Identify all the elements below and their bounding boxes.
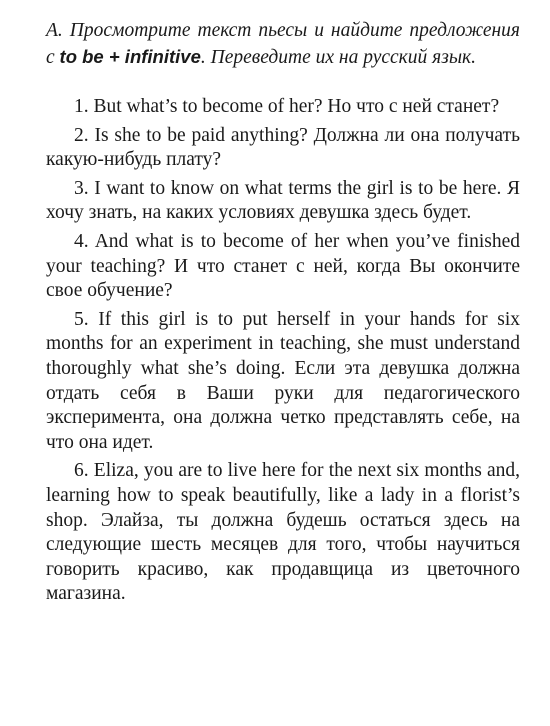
sentence-item-5: 5. If this girl is to put herself in your hands for six months for an experiment in teaching, she must understand thoroughly what she’s doing. Если эта девушка должна отдать себя в Ваши руки для педагогического эксперимента, она должна четко представлять себе, на что она идет. bbox=[46, 308, 520, 453]
task-text-prefix: A. Просмотрите текст пьесы и найдите предложения с bbox=[46, 20, 520, 68]
sentence-item-1: 1. But what’s to become of her? Но что с ней станет? bbox=[74, 96, 500, 117]
sentence-item-2: 2. Is she to be paid anything? Должна ли она получать какую-нибудь плату? bbox=[46, 124, 520, 171]
task-instruction bbox=[46, 18, 520, 71]
task-text-suffix: . Переведите их на русский язык. bbox=[200, 47, 477, 68]
sentence-item-6: 6. Eliza, you are to live here for the next six months and, learning how to speak beautifully, like a lady in a florist’s shop. Элайза, ты должна будешь остаться здесь на следующие шесть месяцев для того, чтобы научиться говорить красиво, как продавщица из цветочного магазина. bbox=[46, 460, 520, 605]
sentence-item-4: 4. And what is to become of her when you’ve finished your teaching? И что станет с ней, когда Вы окончите свое обучение? bbox=[46, 230, 520, 302]
task-grammar-emphasis: to be + infinitive bbox=[59, 46, 201, 67]
sentence-list bbox=[46, 95, 520, 607]
sentence-item-3: 3. I want to know on what terms the girl is to be here. Я хочу знать, на каких условиях девушка здесь будет. bbox=[46, 177, 520, 224]
